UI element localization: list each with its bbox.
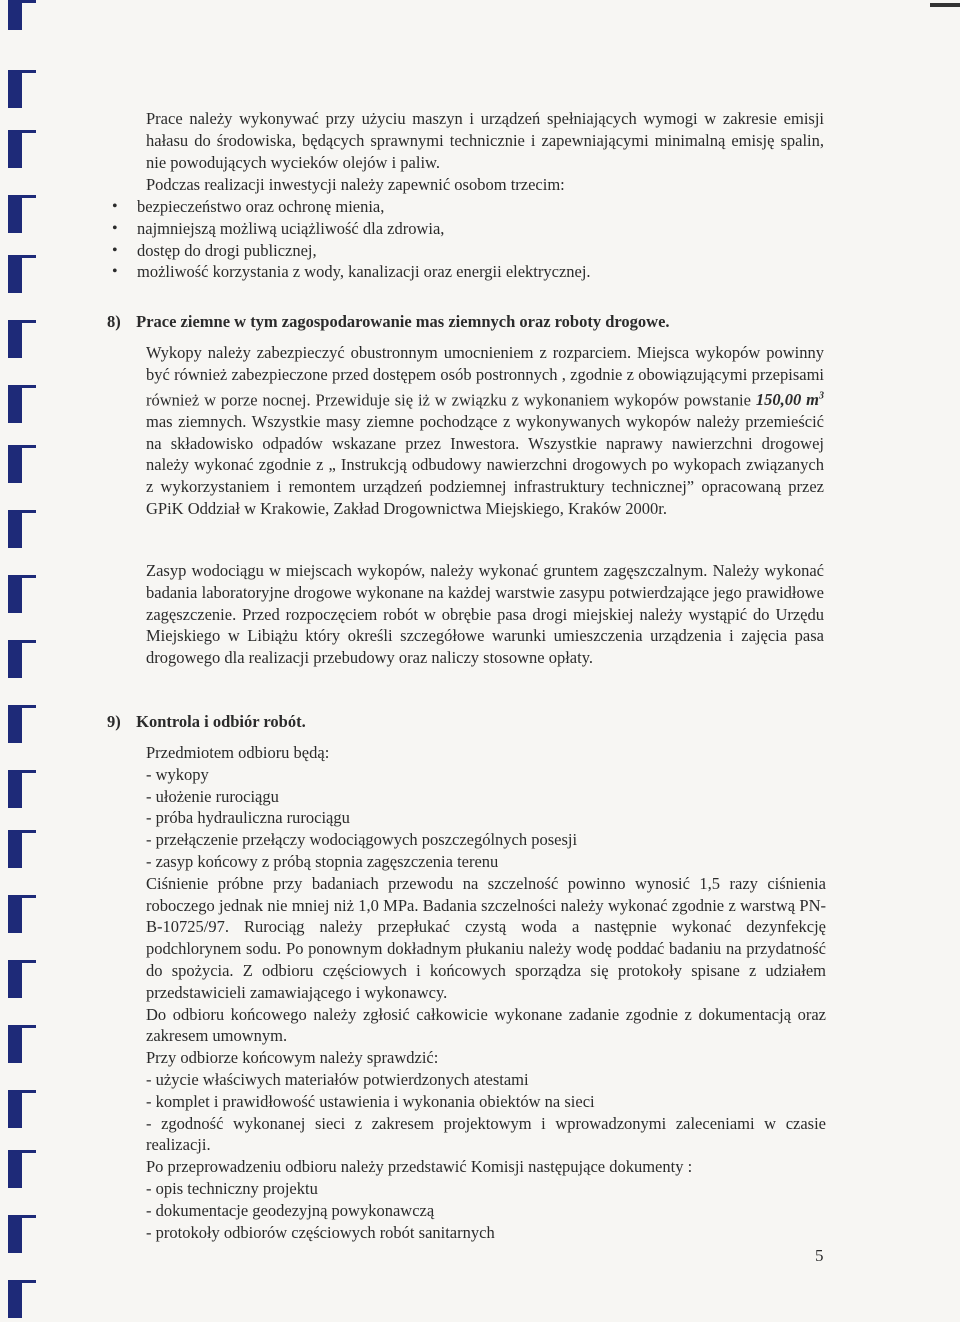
binding-tab	[8, 445, 22, 483]
binding-tab	[8, 70, 22, 108]
page-number: 5	[815, 1246, 824, 1265]
list-item: Przy odbiorze końcowym należy sprawdzić:	[146, 1048, 439, 1068]
section-9-content	[146, 742, 826, 1243]
binding-tab	[8, 385, 22, 423]
section-8-paragraph-2: Zasyp wodociągu w miejscach wykopów, należy wykonać gruntem zagęszczalnym. Należy wykonać badania laboratoryjne drogowe wykonane na każdej warstwie zasypu potwierdzające jego prawidłowe zagęszczenie. Przed rozpoczęciem robót w obrębie pasa drogi miejskiej należy wystąpić do Urzędu Miejskiego w Libiążu który określi szczegółowe warunki umieszczenia urządzenia i zajęcia pasa drogowego dla realizacji przebudowy oraz naliczy stosowne opłaty.	[146, 561, 824, 668]
list-item: - wykopy	[146, 764, 209, 784]
list-item: - ułożenie rurociągu	[146, 786, 279, 806]
list-item: - próba hydrauliczna rurociągu	[146, 808, 350, 828]
section-8-heading	[107, 311, 670, 333]
list-item: Ciśnienie próbne przy badaniach przewodu na szczelność powinno wynosić 1,5 razy ciśnienia roboczego jednak nie mniej niż 1,0 MPa. Badania szczelności należy wykonać zgodnie z warstwą PN-B-10725/97. Rurociąg należy przepłukać czystą woda a następnie wykonać dezynfekcję podchlorynem sodu. Po ponownym dokładnym płukaniu należy wodę poddać badaniu na przydatność do spożycia. Z odbioru częściowych i końcowych sporządza się protokoły spisane z udziałem przedstawicieli zamawiającego i wykonawcy.	[146, 873, 826, 1002]
intro-paragraph-2: Podczas realizacji inwestycji należy zapewnić osobom trzecim:	[146, 175, 565, 194]
paragraph-text: Wykopy należy zabezpieczyć obustronnym umocnieniem z rozparciem. Miejsca wykopów powinny być również zabezpieczone przed dostępem osób postronnych , zgodnie z obowiązującymi przepisami również w porze nocnej. Przewiduje się iż w związku z wykonaniem wykopów powstanie	[146, 343, 824, 410]
scan-edge-mark	[930, 0, 960, 12]
list-item: - komplet i prawidłowość ustawienia i wykonania obiektów na sieci	[146, 1091, 595, 1111]
binding-tab	[8, 1280, 22, 1318]
binding-tab	[8, 830, 22, 868]
list-item: - dokumentacje geodezyjną powykonawczą	[146, 1200, 435, 1220]
section-title: Kontrola i odbiór robót.	[136, 712, 306, 731]
section-title: Prace ziemne w tym zagospodarowanie mas ziemnych oraz roboty drogowe.	[136, 312, 670, 331]
list-item: - zasyp końcowy z próbą stopnia zagęszczenia terenu	[146, 851, 499, 871]
binding-tab	[8, 1025, 22, 1063]
list-item: • bezpieczeństwo oraz ochronę mienia,	[112, 196, 812, 218]
list-item: - zgodność wykonanej sieci z zakresem projektowym i wprowadzonymi zaleceniami w czasie realizacji.	[146, 1113, 826, 1155]
binding-tab	[8, 0, 22, 30]
binding-tab	[8, 1150, 22, 1188]
binding-tab	[8, 1215, 22, 1253]
list-item: • możliwość korzystania z wody, kanalizacji oraz energii elektrycznej.	[112, 261, 812, 283]
list-item: Po przeprowadzeniu odbioru należy przedstawić Komisji następujące dokumenty :	[146, 1157, 693, 1177]
binding-tab	[8, 960, 22, 998]
binding-tab	[8, 320, 22, 358]
binding-tab	[8, 575, 22, 613]
list-item: Do odbioru końcowego należy zgłosić całkowicie wykonane zadanie zgodnie z dokumentacją oraz zakresem umownym.	[146, 1004, 826, 1046]
binding-tab	[8, 705, 22, 743]
section-number: 9)	[107, 712, 121, 731]
section-number: 8)	[107, 312, 121, 331]
binding-tab	[8, 510, 22, 548]
list-item: • dostęp do drogi publicznej,	[112, 240, 812, 262]
binding-tab	[8, 770, 22, 808]
list-item: - użycie właściwych materiałów potwierdzonych atestami	[146, 1069, 529, 1089]
list-item: Przedmiotem odbioru będą:	[146, 743, 330, 762]
binding-tab	[8, 640, 22, 678]
binding-tab	[8, 1090, 22, 1128]
list-item: • najmniejszą możliwą uciążliwość dla zdrowia,	[112, 218, 812, 240]
binding-tab	[8, 255, 22, 293]
binding-tab	[8, 130, 22, 168]
section-8-paragraph-1	[146, 342, 824, 520]
list-item: - opis techniczny projektu	[146, 1178, 318, 1198]
section-9-heading	[107, 711, 306, 733]
spiral-binding	[0, 0, 40, 1322]
list-item: - przełączenie przełączy wodociągowych poszczególnych posesji	[146, 830, 578, 850]
paragraph-text: mas ziemnych. Wszystkie masy ziemne pochodzące z wykonywanych wykopów należy przemieścić na składowisko odpadów wskazane przez Inwestora. Wszystkie naprawy nawierzchni drogowej należy wykonać zgodnie z „ Instrukcją odbudowy nawierzchni drogowych po wykopach związanych z wykorzystaniem i remontem urządzeń podziemnej infrastruktury technicznej” opracowaną przez GPiK Oddział w Krakowie, Zakład Drogownictwa Miejskiego, Kraków 2000r.	[146, 411, 824, 519]
intro-paragraph-1: Prace należy wykonywać przy użyciu maszyn i urządzeń spełniających wymogi w zakresie emisji hałasu do środowiska, będących sprawnymi technicznie i zapewniającymi minimalną emisję spalin, nie powodujących wycieków olejów i paliw.	[146, 109, 824, 172]
volume-value: 150,00 $m^3$	[755, 390, 824, 410]
list-item: - protokoły odbiorów częściowych robót sanitarnych	[146, 1222, 495, 1242]
binding-tab	[8, 195, 22, 233]
binding-tab	[8, 895, 22, 933]
intro-bullet-list	[112, 196, 812, 283]
